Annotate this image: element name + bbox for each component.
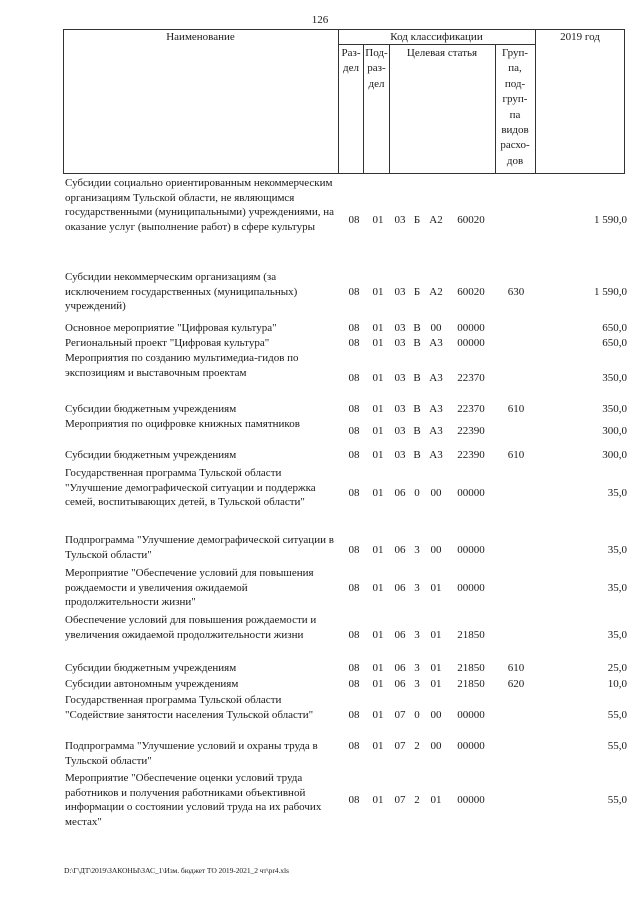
program-code: 03: [394, 425, 406, 437]
row-name: Субсидии некоммерческим организациям (за исключением государственных (муниципальных) учреждений): [65, 271, 298, 313]
program-code: 07: [394, 709, 406, 721]
direction-code: 21850: [457, 629, 485, 641]
subprogram-code: 3: [414, 582, 420, 594]
program-code: 03: [394, 322, 406, 334]
expense-group-column-header: Груп- па, под- груп- па видов расхо- дов: [500, 47, 530, 167]
activity-code: А2: [429, 286, 443, 298]
subsection-code: 01: [372, 662, 384, 674]
subprogram-code: В: [413, 425, 421, 437]
section-code: 08: [348, 544, 360, 556]
program-code: 03: [394, 286, 406, 298]
subsection-code: 01: [372, 544, 384, 556]
subsection-code: 01: [372, 372, 384, 384]
activity-code: А3: [429, 425, 443, 437]
subprogram-code: 3: [414, 629, 420, 641]
direction-code: 00000: [457, 322, 485, 334]
subprogram-code: 3: [414, 678, 420, 690]
row-name: Региональный проект "Цифровая культура": [65, 337, 270, 349]
program-code: 03: [394, 403, 406, 415]
direction-code: 22390: [457, 449, 485, 461]
subsection-code: 01: [372, 286, 384, 298]
row-name: Государственная программа Тульской области "Улучшение демографической ситуации и поддержка семей, воспитывающих детей, в Тульской области": [65, 467, 316, 509]
section-code: 08: [348, 322, 360, 334]
subprogram-code: Б: [413, 286, 421, 298]
subsection-code: 01: [372, 425, 384, 437]
subprogram-code: 3: [414, 544, 420, 556]
activity-code: А3: [429, 403, 443, 415]
section-column-header: Раз- дел: [341, 47, 361, 75]
subprogram-code: В: [413, 449, 421, 461]
section-code: 08: [348, 403, 360, 415]
subprogram-code: 0: [414, 487, 420, 499]
amount-2019: 55,0: [607, 740, 627, 752]
amount-2019: 350,0: [602, 372, 627, 384]
row-name: Обеспечение условий для повышения рождаемости и увеличения ожидаемой продолжительности жизни: [65, 614, 317, 641]
subprogram-code: 0: [414, 709, 420, 721]
direction-code: 00000: [457, 794, 485, 806]
section-code: 08: [348, 214, 360, 226]
activity-code: 01: [430, 662, 442, 674]
subsection-code: 01: [372, 322, 384, 334]
row-name: Мероприятия по созданию мультимедиа-гидов по экспозициям и выставочным проектам: [65, 352, 299, 379]
program-code: 07: [394, 794, 406, 806]
section-code: 08: [348, 582, 360, 594]
direction-code: 00000: [457, 582, 485, 594]
row-name: Субсидии автономным учреждениям: [65, 678, 239, 690]
activity-code: 00: [430, 740, 442, 752]
subsection-code: 01: [372, 403, 384, 415]
activity-code: 01: [430, 794, 442, 806]
activity-code: 01: [430, 582, 442, 594]
amount-2019: 300,0: [602, 425, 627, 437]
subsection-column-header: Под- раз- дел: [365, 47, 388, 90]
program-code: 03: [394, 372, 406, 384]
expense-group-code: 610: [507, 403, 525, 415]
section-code: 08: [348, 337, 360, 349]
row-name: Субсидии бюджетным учреждениям: [65, 449, 237, 461]
amount-2019: 300,0: [602, 449, 627, 461]
amount-2019: 35,0: [607, 544, 627, 556]
amount-2019: 55,0: [607, 794, 627, 806]
row-name: Государственная программа Тульской области "Содействие занятости населения Тульской области": [65, 694, 314, 721]
activity-code: 01: [430, 678, 442, 690]
section-code: 08: [348, 372, 360, 384]
direction-code: 00000: [457, 487, 485, 499]
subsection-code: 01: [372, 449, 384, 461]
name-column-header: Наименование: [166, 31, 235, 43]
amount-2019: 350,0: [602, 403, 627, 415]
direction-code: 60020: [457, 214, 485, 226]
subprogram-code: В: [413, 322, 421, 334]
section-code: 08: [348, 740, 360, 752]
subsection-code: 01: [372, 794, 384, 806]
subsection-code: 01: [372, 487, 384, 499]
subprogram-code: В: [413, 403, 421, 415]
program-code: 06: [394, 582, 406, 594]
direction-code: 00000: [457, 740, 485, 752]
direction-code: 60020: [457, 286, 485, 298]
row-name: Субсидии бюджетным учреждениям: [65, 403, 237, 415]
file-path-footer: D:\Г\ДТ\2019\ЗАКОНЫ\ЗАС_1\Изм. бюджет ТО 2019-2021_2 чт\pr4.xls: [64, 866, 289, 875]
subsection-code: 01: [372, 740, 384, 752]
section-code: 08: [348, 629, 360, 641]
program-code: 07: [394, 740, 406, 752]
row-name: Мероприятие "Обеспечение оценки условий труда работников и получения работниками объективной информации о состоянии условий труда на их рабочих местах": [65, 772, 322, 828]
amount-2019: 1 590,0: [594, 214, 627, 226]
row-name: Субсидии социально ориентированным некоммерческим организациям Тульской области, не являющимся государственными (муниципальными) учреждениями, на оказание услуг (выполнение работ) в сфере культуры: [65, 177, 335, 233]
direction-code: 00000: [457, 544, 485, 556]
expense-group-code: 630: [507, 286, 525, 298]
section-code: 08: [348, 449, 360, 461]
subsection-code: 01: [372, 709, 384, 721]
direction-code: 22390: [457, 425, 485, 437]
activity-code: 00: [430, 709, 442, 721]
program-code: 03: [394, 449, 406, 461]
table-header: [63, 29, 625, 174]
activity-code: 01: [430, 629, 442, 641]
amount-2019: 10,0: [607, 678, 627, 690]
subprogram-code: 2: [414, 794, 420, 806]
amount-2019: 25,0: [607, 662, 627, 674]
section-code: 08: [348, 794, 360, 806]
subprogram-code: В: [413, 372, 421, 384]
program-code: 06: [394, 487, 406, 499]
subsection-code: 01: [372, 337, 384, 349]
row-name: Основное мероприятие "Цифровая культура": [65, 322, 277, 334]
subsection-code: 01: [372, 582, 384, 594]
target-item-column-header: Целевая статья: [406, 47, 478, 59]
activity-code: А2: [429, 214, 443, 226]
activity-code: А3: [429, 372, 443, 384]
amount-2019: 35,0: [607, 487, 627, 499]
section-code: 08: [348, 678, 360, 690]
row-name: Подпрограмма "Улучшение демографической ситуации в Тульской области": [65, 534, 334, 561]
row-name: Мероприятия по оцифровке книжных памятников: [65, 418, 300, 430]
subprogram-code: Б: [413, 214, 421, 226]
activity-code: А3: [429, 449, 443, 461]
direction-code: 22370: [457, 403, 485, 415]
program-code: 06: [394, 629, 406, 641]
section-code: 08: [348, 286, 360, 298]
page-number: 126: [311, 14, 329, 26]
amount-2019: 1 590,0: [594, 286, 627, 298]
direction-code: 22370: [457, 372, 485, 384]
section-code: 08: [348, 662, 360, 674]
amount-2019: 35,0: [607, 582, 627, 594]
year-column-header: 2019 год: [560, 31, 600, 43]
section-code: 08: [348, 709, 360, 721]
expense-group-code: 610: [507, 662, 525, 674]
row-name: Мероприятие "Обеспечение условий для повышения рождаемости и увеличения ожидаемой продолжительности жизни": [65, 567, 314, 609]
activity-code: 00: [430, 322, 442, 334]
activity-code: 00: [430, 544, 442, 556]
activity-code: А3: [429, 337, 443, 349]
row-name: Субсидии бюджетным учреждениям: [65, 662, 237, 674]
amount-2019: 55,0: [607, 709, 627, 721]
subsection-code: 01: [372, 678, 384, 690]
section-code: 08: [348, 425, 360, 437]
program-code: 06: [394, 662, 406, 674]
program-code: 06: [394, 544, 406, 556]
expense-group-code: 620: [507, 678, 525, 690]
subprogram-code: В: [413, 337, 421, 349]
amount-2019: 650,0: [602, 322, 627, 334]
amount-2019: 650,0: [602, 337, 627, 349]
program-code: 03: [394, 214, 406, 226]
section-code: 08: [348, 487, 360, 499]
subsection-code: 01: [372, 629, 384, 641]
activity-code: 00: [430, 487, 442, 499]
direction-code: 00000: [457, 709, 485, 721]
program-code: 06: [394, 678, 406, 690]
direction-code: 21850: [457, 662, 485, 674]
amount-2019: 35,0: [607, 629, 627, 641]
program-code: 03: [394, 337, 406, 349]
subprogram-code: 3: [414, 662, 420, 674]
direction-code: 00000: [457, 337, 485, 349]
expense-group-code: 610: [507, 449, 525, 461]
subprogram-code: 2: [414, 740, 420, 752]
row-name: Подпрограмма "Улучшение условий и охраны труда в Тульской области": [65, 740, 318, 767]
classification-column-header: Код классификации: [390, 31, 483, 43]
subsection-code: 01: [372, 214, 384, 226]
direction-code: 21850: [457, 678, 485, 690]
